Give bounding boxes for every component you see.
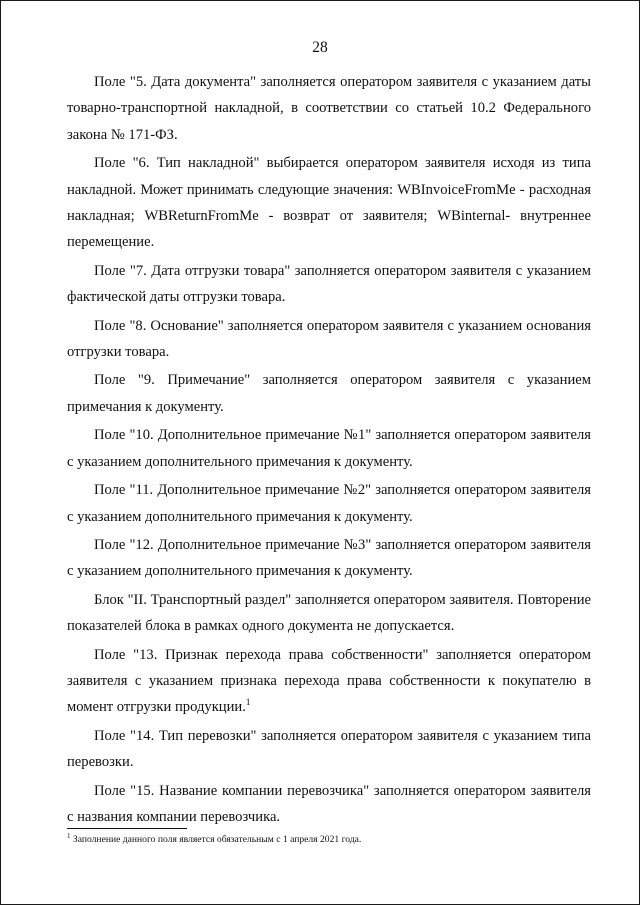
paragraph-block-2: Блок "II. Транспортный раздел" заполняется оператором заявителя. Повторение показателей блока в рамках одного документа не допускается. (67, 591, 591, 635)
footnote-separator (67, 828, 187, 829)
paragraph-field-6: Поле "6. Тип накладной" выбирается оператором заявителя исходя из типа накладной. Может принимать следующие значения: WBInvoiceFromMe - расходная накладная; WBReturnFromMe - возврат от заявителя; WBinternal- внутреннее перемещение. (67, 155, 591, 251)
paragraph-field-8: Поле "8. Основание" заполняется оператором заявителя с указанием основания отгрузки товара. (67, 317, 591, 361)
paragraph-field-13 (67, 642, 591, 721)
footnote-reference: 1 (245, 697, 251, 708)
paragraph-field-14: Поле "14. Тип перевозки" заполняется оператором заявителя с указанием типа перевозки. (67, 727, 591, 771)
paragraph-field-15: Поле "15. Название компании перевозчика" заполняется оператором заявителя с названия компании перевозчика. (67, 782, 591, 825)
paragraph-field-12: Поле "12. Дополнительное примечание №3" заполняется оператором заявителя с указанием дополнительного примечания к документу. (67, 536, 591, 580)
footnote-text: Заполнение данного поля является обязательным с 1 апреля 2021 года. (72, 834, 362, 845)
paragraph-field-5: Поле "5. Дата документа" заполняется оператором заявителя с указанием даты товарно-транспортной накладной, в соответствии со статьей 10.2 Федерального закона № 171-ФЗ. (67, 74, 591, 143)
paragraph-field-11: Поле "11. Дополнительное примечание №2" заполняется оператором заявителя с указанием дополнительного примечания к документу. (67, 482, 591, 525)
paragraph-field-13-text: Поле "13. Признак перехода права собственности" заполняется оператором заявителя с указанием признака перехода права собственности к покупателю в момент отгрузки продукции. (67, 646, 591, 716)
paragraph-field-9: Поле "9. Примечание" заполняется оператором заявителя с указанием примечания к документу. (67, 372, 591, 415)
footnote-marker: 1 (67, 831, 71, 840)
paragraph-field-10: Поле "10. Дополнительное примечание №1" заполняется оператором заявителя с указанием дополнительного примечания к документу. (67, 427, 591, 470)
page-number: 28 (312, 39, 328, 56)
footnote (67, 831, 591, 846)
document-body (67, 69, 591, 830)
paragraph-field-7: Поле "7. Дата отгрузки товара" заполняется оператором заявителя с указанием фактической даты отгрузки товара. (67, 262, 591, 306)
